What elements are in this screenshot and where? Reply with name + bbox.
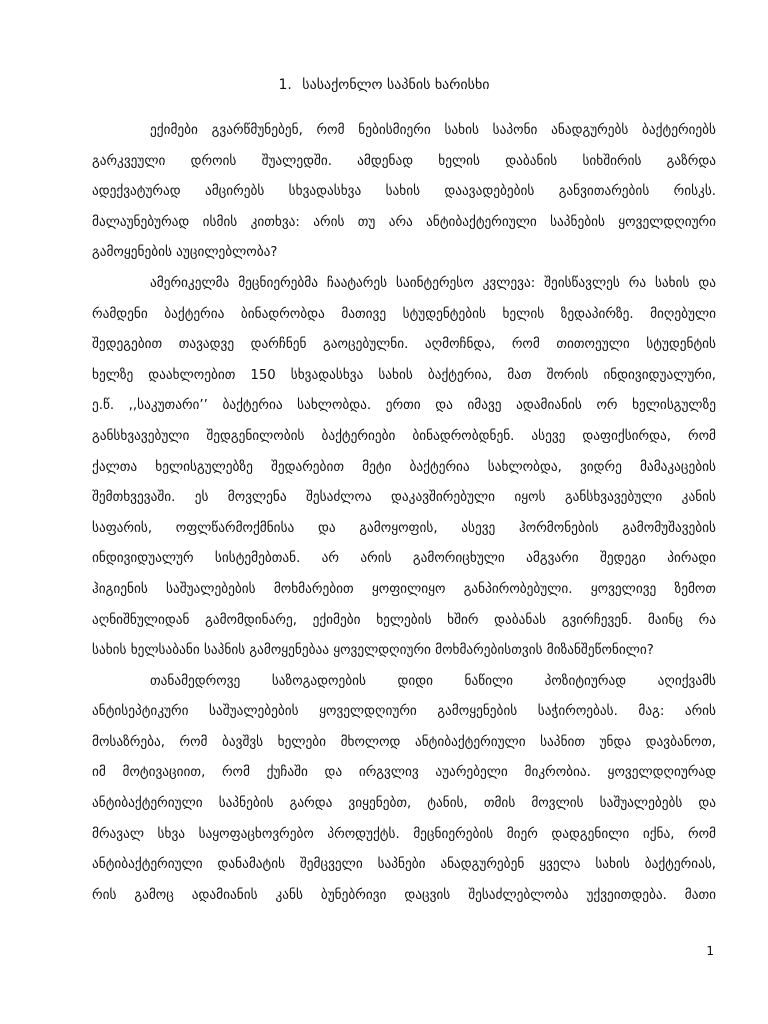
text-line: მალაუნებურად ისმის კითხვა: არის თუ არა ანტიბაქტერიული საპნების ყოველდღიური (92, 214, 716, 230)
text-line: რამდენი ბაქტერია ბინადრობდა მათივე სტუდენტების ხელის ზედაპირზე. მიღებული (92, 306, 716, 322)
text-line: ანტიბაქტერიული საპნების გარდა ვიყენებთ, ტანის, თმის მოვლის საშუალებებს და (92, 796, 716, 812)
text-line: ადექვატურად ამცირებს სხვადასხვა სახის დაავადებების განვითარების რისკს. (92, 184, 716, 200)
text-line: ჰიგიენის საშუალებების მოხმარებით ყოფილიყო განპირობებული. ყოველივე ზემოთ (92, 581, 716, 597)
text-line: იმ მოტივაციით, რომ ქუჩაში და ირგვლივ აუარებელი მიკრობია. ყოველდღიურად (92, 765, 716, 781)
text-line: შედეგებით თავადვე დარჩნენ გაოცებულნი. აღმოჩნდა, რომ თითოეული სტუდენტის (92, 337, 716, 353)
text-line: მრავალ სხვა საყოფაცხოვრებო პროდუქტს. მეცნიერების მიერ დადგენილი იქნა, რომ (92, 826, 716, 842)
text-line: რის გამოც ადამიანის კანს ბუნებრივი დაცვის შესაძლებლობა უქვეითდება. მათი (92, 887, 716, 903)
text-line: ექიმები გვარწმუნებენ, რომ ნებისმიერი სახის საპონი ანადგურებს ბაქტერიებს (150, 123, 716, 138)
text-line: გარკვეული დროის შუალედში. ამდენად ხელის დაბანის სიხშირის გაზრდა (92, 153, 716, 169)
heading-number: 1. (278, 77, 292, 93)
section-heading (0, 76, 768, 94)
text-line: ანტიბაქტერიული დანამატის შემცველი საპნები ანადგურებენ ყველა სახის ბაქტერიას, (92, 857, 716, 873)
text-line: მოსაზრება, რომ ბავშვს ხელები მხოლოდ ანტიბაქტერიული საპნით უნდა დავბანოთ, (92, 734, 716, 750)
text-line: ამერიკელმა მეცნიერებმა ჩაატარეს საინტერესო კვლევა: შეისწავლეს რა სახის და (150, 275, 716, 291)
page-number: 1 (706, 944, 714, 958)
text-line: სახის ხელსაბანი საპნის გამოყენებაა ყოველდღიური მოხმარებისთვის მიზანშეწონილი? (92, 643, 654, 659)
heading-title: სასაქონლო საპნის ხარისხი (302, 77, 490, 93)
text-line: შემთხვევაში. ეს მოვლენა შესაძლოა დაკავშირებული იყოს განსხვავებული კანის (92, 490, 716, 506)
body-text (92, 116, 716, 911)
text-line: ინდივიდუალურ სისტემებთან. არ არის გამორიცხული ამგვარი შედეგი პირადი (92, 551, 716, 567)
text-line: ე.წ. ,,საკუთარი’’ ბაქტერია სახლობდა. ერთი და იმავე ადამიანის ორ ხელისგულზე (92, 398, 716, 414)
text-line: ქალთა ხელისგულებზე შედარებით მეტი ბაქტერია სახლობდა, ვიდრე მამაკაცების (92, 459, 716, 475)
text-line: აღნიშნულიდან გამომდინარე, ექიმები ხელების ხშირ დაბანას გვირჩევენ. მაინც რა (92, 612, 716, 628)
text-line: განსხვავებული შედგენილობის ბაქტერიები ბინადრობდნენ. ასევე დაფიქსირდა, რომ (92, 428, 716, 444)
text-line: ხელზე დაახლოებით 150 სხვადასხვა სახის ბაქტერია, მათ შორის ინდივიდუალური, (92, 367, 716, 383)
text-line: ანტისეპტიკური საშუალებების ყოველდღიური გამოყენების საჭიროებას. მაგ: არის (92, 704, 716, 720)
text-line: თანამედროვე საზოგადოების დიდი ნაწილი პოზიტიურად აღიქვამს (150, 673, 716, 689)
text-line: საფარის, ოფლწარმოქმნისა და გამოყოფის, ასევე ჰორმონების გამომუშავების (92, 520, 716, 536)
text-line: გამოყენების აუცილებლობა? (92, 245, 278, 261)
